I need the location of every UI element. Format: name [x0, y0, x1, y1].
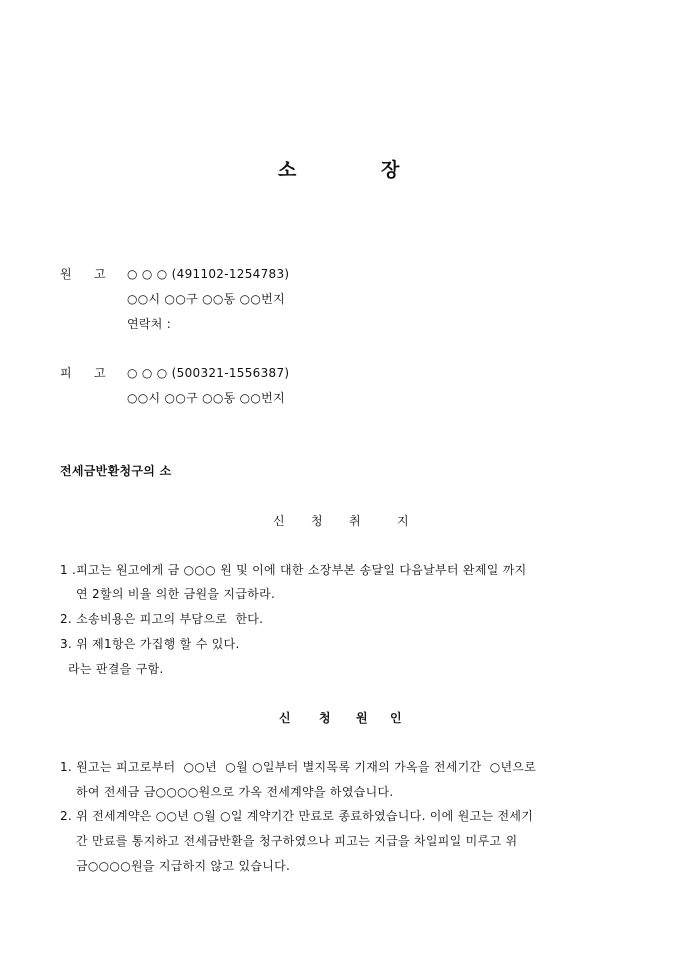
claim-purpose-line: 연 2할의 비율 의한 금원을 지급하라.: [76, 587, 276, 601]
plaintiff-address: ○○시 ○○구 ○○동 ○○번지: [127, 292, 285, 306]
claim-purpose-heading-char-4: 지: [397, 514, 409, 528]
plaintiff-label-1: 원: [60, 267, 72, 281]
plaintiff-name: ○ ○ ○ (491102-1254783): [127, 267, 290, 281]
claim-purpose-line: 2. 소송비용은 피고의 부담으로 한다.: [60, 612, 264, 626]
claim-cause-line: 하여 전세금 금○○○○원으로 가옥 전세계약을 하였습니다.: [76, 785, 394, 799]
title-char-2: 장: [381, 159, 400, 181]
title-char-1: 소: [278, 159, 297, 181]
defendant-address: ○○시 ○○구 ○○동 ○○번지: [127, 391, 285, 405]
claim-cause-heading-char-1: 신: [279, 711, 291, 725]
claim-purpose-line: 라는 판결을 구함.: [68, 662, 164, 676]
defendant-name: ○ ○ ○ (500321-1556387): [127, 366, 290, 380]
claim-cause-heading-char-4: 인: [390, 711, 402, 725]
claim-cause-line: 간 만료를 통지하고 전세금반환을 청구하였으나 피고는 지급을 차일피일 미루고 위: [76, 834, 518, 848]
defendant-label-2: 고: [94, 366, 106, 380]
claim-purpose-heading-char-2: 청: [311, 514, 323, 528]
claim-cause-heading-char-2: 청: [319, 711, 331, 725]
claim-cause-heading-char-3: 원: [356, 711, 368, 725]
defendant-label-1: 피: [60, 366, 72, 380]
claim-purpose-heading-char-3: 취: [349, 514, 361, 528]
claim-purpose-heading-char-1: 신: [273, 514, 285, 528]
claim-cause-line: 금○○○○원을 지급하지 않고 있습니다.: [76, 859, 291, 873]
claim-cause-line: 1. 원고는 피고로부터 ○○년 ○월 ○일부터 별지목록 기재의 가옥을 전세기간 ○년으로: [60, 760, 537, 774]
plaintiff-label-2: 고: [94, 267, 106, 281]
claim-purpose-line: 1 .피고는 원고에게 금 ○○○ 원 및 이에 대한 소장부본 송달일 다음날부터 완제일 까지: [60, 563, 527, 577]
case-title: 전세금반환청구의 소: [60, 464, 172, 478]
claim-cause-line: 2. 위 전세계약은 ○○년 ○월 ○일 계약기간 만료로 종료하였습니다. 이에 원고는 전세기: [60, 809, 534, 823]
claim-purpose-line: 3. 위 제1항은 가집행 할 수 있다.: [60, 637, 240, 651]
plaintiff-contact: 연락처 :: [127, 317, 172, 331]
